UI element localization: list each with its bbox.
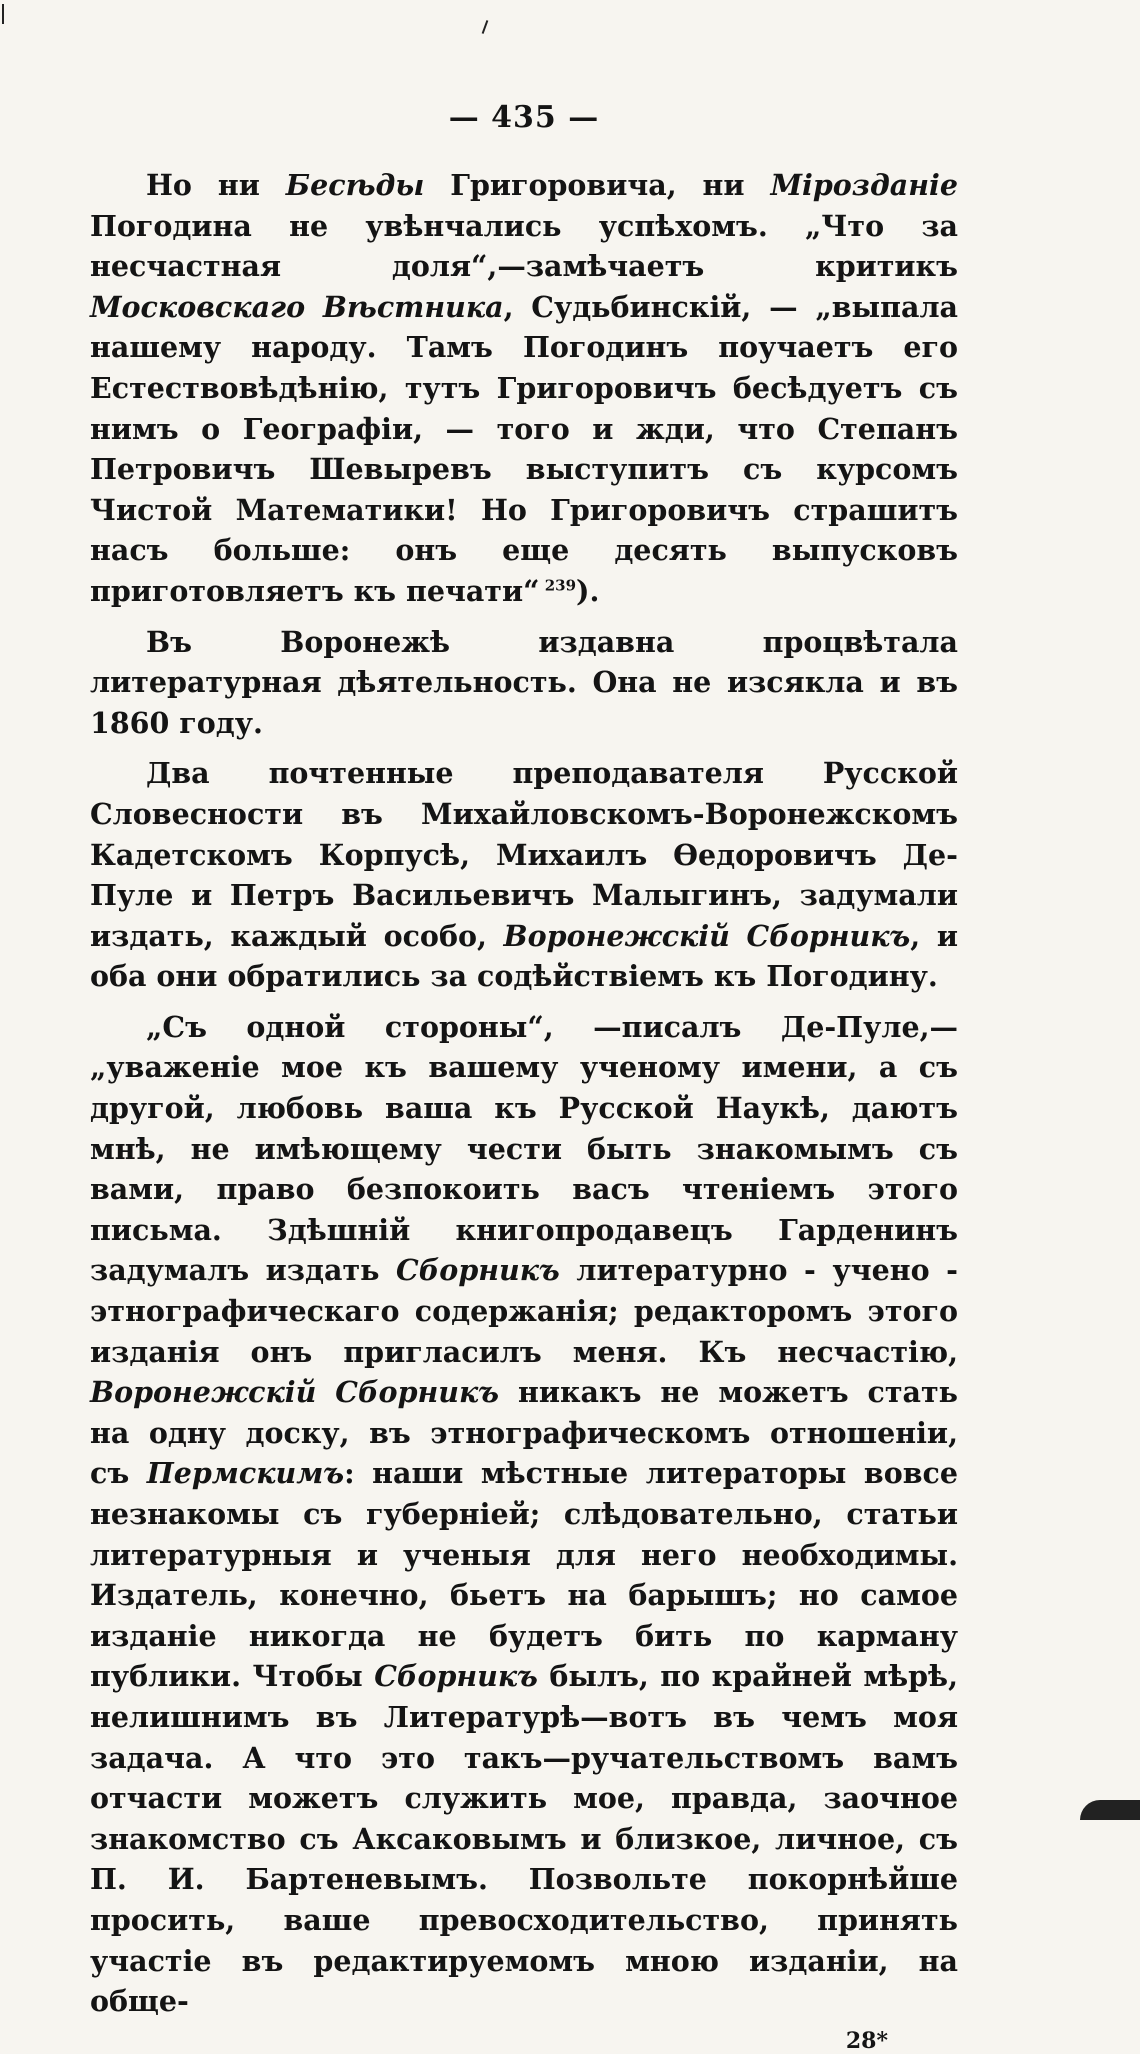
text-run: Два почтенные преподавателя Русской Словесности въ Михайловскомъ-Воронежскомъ Кадетскомъ Корпусѣ, Михаилъ Өедоровичъ Де-Пуле и Петръ Васильевичъ Малыгинъ, задумали издать, каждый особо, [90,756,958,953]
text-run: , Судьбинскій, — „выпала нашему народу. Тамъ Погодинъ поучаетъ его Естествовѣдѣнію, тутъ Григоровичъ бесѣдуетъ съ нимъ о Географіи, — того и жди, что Степанъ Петровичъ Шевыревъ выступитъ съ курсомъ Чистой Математики! Но Григоровичъ страшитъ насъ больше: онъ еще десять выпусковъ приготовляетъ къ печати“ [90,289,959,608]
italic-title: Мірозданіе [770,168,958,202]
scan-mark [2,4,4,24]
text-run: : наши мѣстные литераторы вовсе незнакомы съ губерніей; слѣдовательно, статьи литературныя и ученыя для него необходимы. Издатель, конечно, бьетъ на барышъ; но самое изданіе никогда не будетъ бить по карману публики. Чтобы [90,1456,959,1694]
scan-mark [1080,1800,1140,1820]
text-run: никакъ не можетъ стать на одну доску, въ этнографическомъ отношеніи, съ [90,1375,958,1491]
body-text [90,165,958,2022]
text-run: Но ни [146,168,286,202]
text-run: Погодина не увѣнчались успѣхомъ. „Что за несчастная доля“,—замѣчаетъ критикъ [90,208,958,284]
italic-title: Воронежскій Сборникъ [90,1375,500,1410]
text-run: „Съ одной стороны“, —писалъ Де-Пуле,—„уваженіе мое къ вашему ученому имени, а съ другой, любовь ваша къ Русской Наукѣ, даютъ мнѣ, не имѣющему чести быть знакомымъ съ вами, право безпокоить васъ чтеніемъ этого письма. Здѣшній книгопродавецъ Гарденинъ задумалъ издать [90,1009,958,1288]
italic-title: Бесѣды [285,168,425,202]
italic-title: Сборникъ [374,1659,538,1694]
footnote-ref: 239 [539,576,577,595]
text-run: былъ, по крайней мѣрѣ, нелишнимъ въ Литературѣ—вотъ въ чемъ моя задача. А что это такъ—ручательствомъ вамъ отчасти можетъ служить мое, правда, заочное знакомство съ Аксаковымъ и близкое, личное, съ П. И. Бартеневымъ. Позвольте покорнѣйше просить, ваше превосходительство, принять участіе въ редактируемомъ мною изданіи, на обще- [90,1659,958,2019]
italic-title: Воронежскій Сборникъ [503,918,911,953]
scan-mark [482,20,489,34]
paragraph [90,1007,958,2022]
paragraph [90,622,958,744]
italic-title: Пермскимъ [146,1456,345,1491]
paragraph [90,753,958,997]
page-number: — 435 — [448,100,600,135]
italic-title: Московскаго Вѣстника [90,289,504,324]
italic-title: Сборникъ [396,1253,560,1288]
paragraph [90,165,958,612]
text-run: литературно - учено - этнографическаго содержанія; редакторомъ этого изданія онъ пригласилъ меня. Къ несчастію, [90,1253,958,1369]
text-run: , и оба они обратились за содѣйствіемъ къ Погодину. [90,918,958,994]
text-run: Григоровича, ни [424,168,771,202]
document-page [90,100,958,2054]
text-run: Въ Воронежѣ издавна процвѣтала литературная дѣятельность. Она не изсякла и въ 1860 году. [90,624,958,740]
signature-mark: 28* [845,2027,888,2054]
text-run: ). [576,573,600,608]
